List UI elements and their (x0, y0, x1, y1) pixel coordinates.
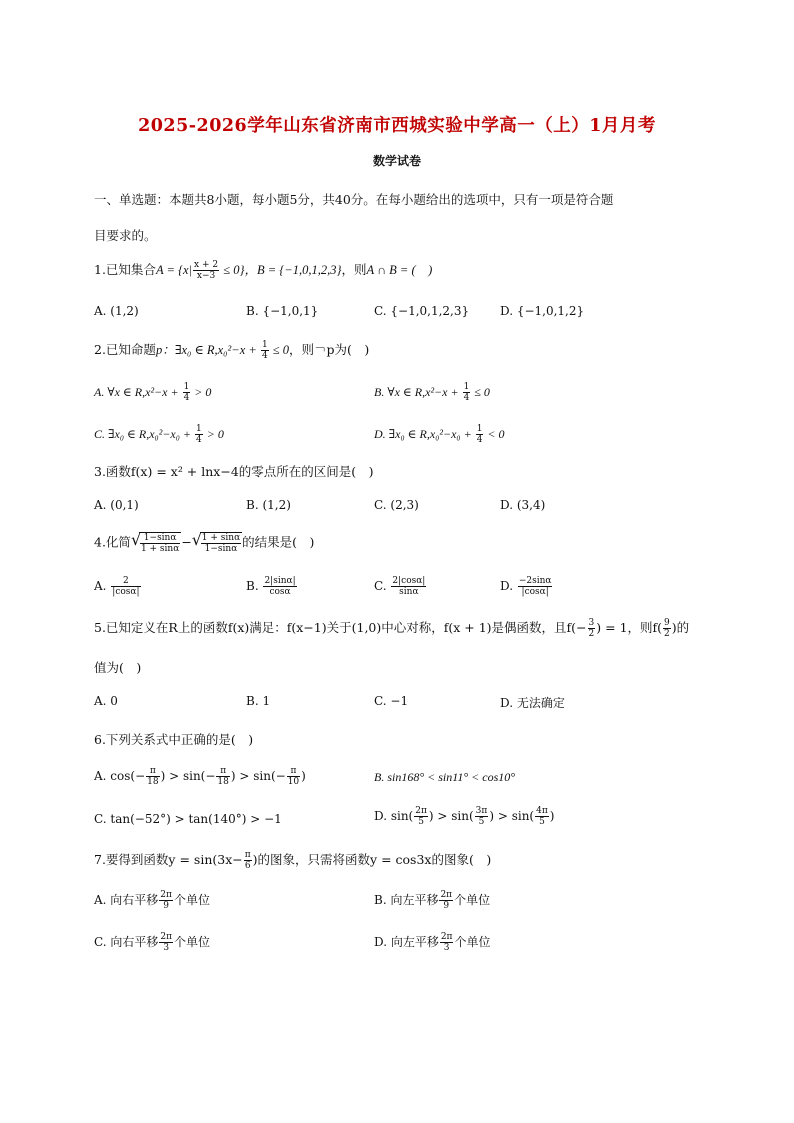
q2-d-text: D. ∃x₀ ∈ R,x₀²−x₀ + (374, 427, 475, 441)
q6-a-f1d: 18 (147, 777, 159, 787)
q7-b-post: 个单位 (454, 893, 491, 907)
q6-a-f3d: 10 (287, 777, 300, 787)
q1-option-c: C. {−1,0,1,2,3} (374, 304, 470, 318)
q2-b-den: 4 (463, 393, 470, 403)
q5-option-c: C. −1 (374, 694, 409, 708)
q2-d-den: 4 (476, 435, 483, 445)
q2-a-text: A. ∀x ∈ R,x²−x + (94, 385, 182, 399)
q2-a-frac (183, 382, 191, 403)
q5-text-a: 5.已知定义在R上的函数f(x)满足：f(x−1)关于(1,0)中心对称，f(x + 1)是偶函数，且f(− (94, 620, 587, 635)
q2-a-den: 4 (183, 393, 190, 403)
q7-frac-den: 6 (244, 861, 251, 871)
q6-option-a (94, 766, 306, 787)
q3-option-d: D. (3,4) (500, 498, 546, 512)
q1-ineq: ≤ 0}， (220, 263, 257, 277)
q3-option-b: B. (1,2) (246, 498, 291, 512)
q7-c-post: 个单位 (174, 935, 211, 949)
q4-rad2-den: 1−sinα (204, 544, 238, 554)
q1-set-b: B = {−1,0,1,2,3} (256, 263, 342, 277)
q2-c-frac (195, 424, 203, 445)
q5-option-a: A. 0 (94, 694, 118, 708)
q7-c-num: 2π (160, 932, 173, 942)
q2-c-den: 4 (196, 435, 202, 445)
q4-c-num: 2|cosα| (392, 576, 426, 586)
exam-title: 2025-2026学年山东省济南市西城实验中学高一（上）1月月考 (138, 116, 656, 136)
q6-d-f1d: 5 (418, 817, 424, 827)
q1-conj: ，则 (341, 262, 367, 277)
q6-a-p1: cos(− (110, 769, 146, 783)
q4-c-den: sinα (399, 587, 419, 597)
q2-fraction (261, 340, 269, 361)
q2-b-text: B. ∀x ∈ R,x²−x + (374, 385, 462, 399)
question-4-stem (94, 532, 314, 554)
q4-a-num: 2 (111, 576, 140, 587)
q4-rad1-num: √ 1−sinα (140, 533, 180, 544)
q1-option-a: A. (1,2) (94, 304, 139, 318)
q4-radical-2 (192, 532, 242, 554)
q4-option-d (500, 576, 553, 597)
q5-frac2-num: 9 (664, 618, 670, 628)
q7-b-num: 2π (440, 890, 453, 900)
exam-subtitle: 数学试卷 (372, 154, 421, 168)
q4-b-label: B. (246, 579, 263, 593)
q2-d-num: 1 (476, 424, 483, 434)
q4-option-a (94, 576, 142, 597)
q2-proposition: p：∃x₀ ∈ R,x₀²−x + (155, 343, 260, 357)
q2-ineq: ≤ 0 (269, 343, 290, 357)
q2-b-frac (463, 382, 471, 403)
q7-c-pre: C. 向右平移 (94, 935, 159, 949)
q5-frac1-den: 2 (588, 629, 595, 639)
q5-option-b: B. 1 (246, 694, 271, 708)
q6-a-p2: ) > sin(− (160, 769, 216, 783)
q1-question: A ∩ B = ( ) (366, 263, 433, 277)
q5-option-d: D. 无法确定 (500, 696, 565, 710)
q6-a-label: A. (94, 769, 111, 783)
q5-frac2-den: 2 (664, 629, 670, 639)
q1-frac-num: x + 2 (194, 260, 219, 270)
q6-a-p4: ) (301, 769, 306, 783)
q2-d-tail: < 0 (484, 427, 505, 441)
question-1-stem (94, 260, 432, 281)
q6-option-d (374, 806, 554, 827)
q7-frac-num: π (244, 850, 251, 860)
q2-option-c (94, 424, 224, 445)
q4-b-den: cosα (269, 587, 291, 597)
q5-text-c: )的 (671, 620, 690, 635)
q4-d-label: D. (500, 579, 517, 593)
q2-option-a (94, 382, 211, 403)
q4-minus: − (181, 534, 192, 550)
q6-a-f2d: 18 (217, 777, 229, 787)
q6-d-f2d: 5 (478, 817, 485, 827)
q1-set-a: A = {x| (155, 263, 193, 277)
question-2-stem (94, 340, 369, 361)
q6-d-f3d: 5 (539, 817, 545, 827)
q6-a-p3: ) > sin(− (230, 769, 286, 783)
q7-text-a: 7.要得到函数y = sin(3x− (94, 852, 243, 867)
q4-option-c (374, 576, 427, 597)
q4-b-num: 2|sinα| (264, 576, 296, 586)
q4-c-label: C. (374, 579, 391, 593)
section-instructions-line1: 一、单选题：本题共8小题，每小题5分，共40分。在每小题给出的选项中，只有一项是符合题 (94, 192, 614, 207)
q7-a-num: 2π (160, 890, 172, 900)
q7-a-den: 9 (163, 901, 169, 911)
q6-d-f2n: 3π (475, 806, 488, 816)
section-instructions-line2: 目要求的。 (94, 228, 157, 243)
question-7-stem (94, 850, 491, 871)
q6-a-f2n: π (216, 766, 229, 777)
q1-fraction (193, 260, 219, 281)
q1-option-d: D. {−1,0,1,2} (500, 304, 585, 318)
question-6-stem: 6.下列关系式中正确的是( ) (94, 732, 254, 747)
q4-d-den: |cosα| (521, 587, 549, 597)
q2-frac-den: 4 (261, 351, 268, 361)
q7-a-post: 个单位 (173, 893, 210, 907)
q4-suffix: 的结果是( ) (242, 534, 315, 550)
q2-text: 2.已知命题 (94, 342, 156, 357)
q4-option-b (246, 576, 298, 597)
q2-c-num: 1 (196, 424, 202, 434)
q6-d-f3n: 4π (536, 806, 548, 816)
q5-text-b: ) = 1，则f( (596, 620, 663, 635)
q7-d-pre: D. 向左平移 (374, 935, 439, 949)
q3-option-c: C. (2,3) (374, 498, 419, 512)
q6-option-b: B. sin168° < sin11° < cos10° (374, 770, 516, 784)
q7-d-den: 3 (443, 943, 450, 953)
q6-a-f1n: π (146, 766, 159, 777)
q2-option-d (374, 424, 505, 445)
q6-d-label: D. (374, 809, 391, 823)
q7-text-b: )的图象，只需将函数y = cos3x的图象( ) (252, 852, 492, 867)
q2-c-text: C. ∃x₀ ∈ R,x₀²−x₀ + (94, 427, 195, 441)
q7-a-pre: A. 向右平移 (94, 893, 159, 907)
q1-frac-den: x−3 (196, 271, 216, 281)
q4-prefix: 4.化简 (94, 534, 131, 550)
q3-option-a: A. (0,1) (94, 498, 139, 512)
q7-option-b (374, 890, 490, 911)
q2-d-frac (476, 424, 484, 445)
q6-d-p2: ) > sin( (428, 809, 474, 823)
q1-text: 1.已知集合 (94, 262, 156, 277)
question-5-stem (94, 618, 689, 639)
q7-d-post: 个单位 (454, 935, 491, 949)
q4-a-den: |cosα| (112, 587, 140, 597)
q7-b-den: 9 (443, 901, 450, 911)
q6-a-f3n: π (287, 766, 300, 777)
q2-a-num: 1 (183, 382, 190, 392)
q2-b-num: 1 (463, 382, 470, 392)
q7-option-c (94, 932, 210, 953)
q7-b-pre: B. 向左平移 (374, 893, 439, 907)
q2-question: ，则￢p为( ) (289, 342, 370, 357)
q2-a-tail: > 0 (191, 385, 212, 399)
q4-a-label: A. (94, 579, 111, 593)
q2-c-tail: > 0 (203, 427, 224, 441)
q2-frac-num: 1 (261, 340, 268, 350)
q5-frac1-num: 3 (588, 618, 595, 628)
q6-d-p3: ) > sin( (489, 809, 535, 823)
q2-b-tail: ≤ 0 (471, 385, 490, 399)
q4-radical-1 (131, 532, 181, 554)
q2-option-b (374, 382, 490, 403)
question-5-stem-line2: 值为( ) (94, 660, 142, 675)
q6-d-p4: ) (549, 809, 555, 823)
q6-option-c: C. tan(−52°) > tan(140°) > −1 (94, 812, 282, 826)
q4-d-num: −2sinα (518, 576, 552, 586)
question-3-stem: 3.函数f(x) = x² + lnx−4的零点所在的区间是( ) (94, 464, 374, 479)
q4-rad1-den: 1 + sinα (140, 544, 180, 554)
q6-d-p1: sin( (390, 809, 414, 823)
q4-rad2-num: √ 1 + sinα (201, 533, 241, 543)
q6-d-f1n: 2π (415, 806, 427, 816)
q7-d-num: 2π (440, 932, 453, 942)
q1-option-b: B. {−1,0,1} (246, 304, 319, 318)
q7-option-d (374, 932, 491, 953)
q7-c-den: 3 (163, 943, 170, 953)
q7-option-a (94, 890, 210, 911)
